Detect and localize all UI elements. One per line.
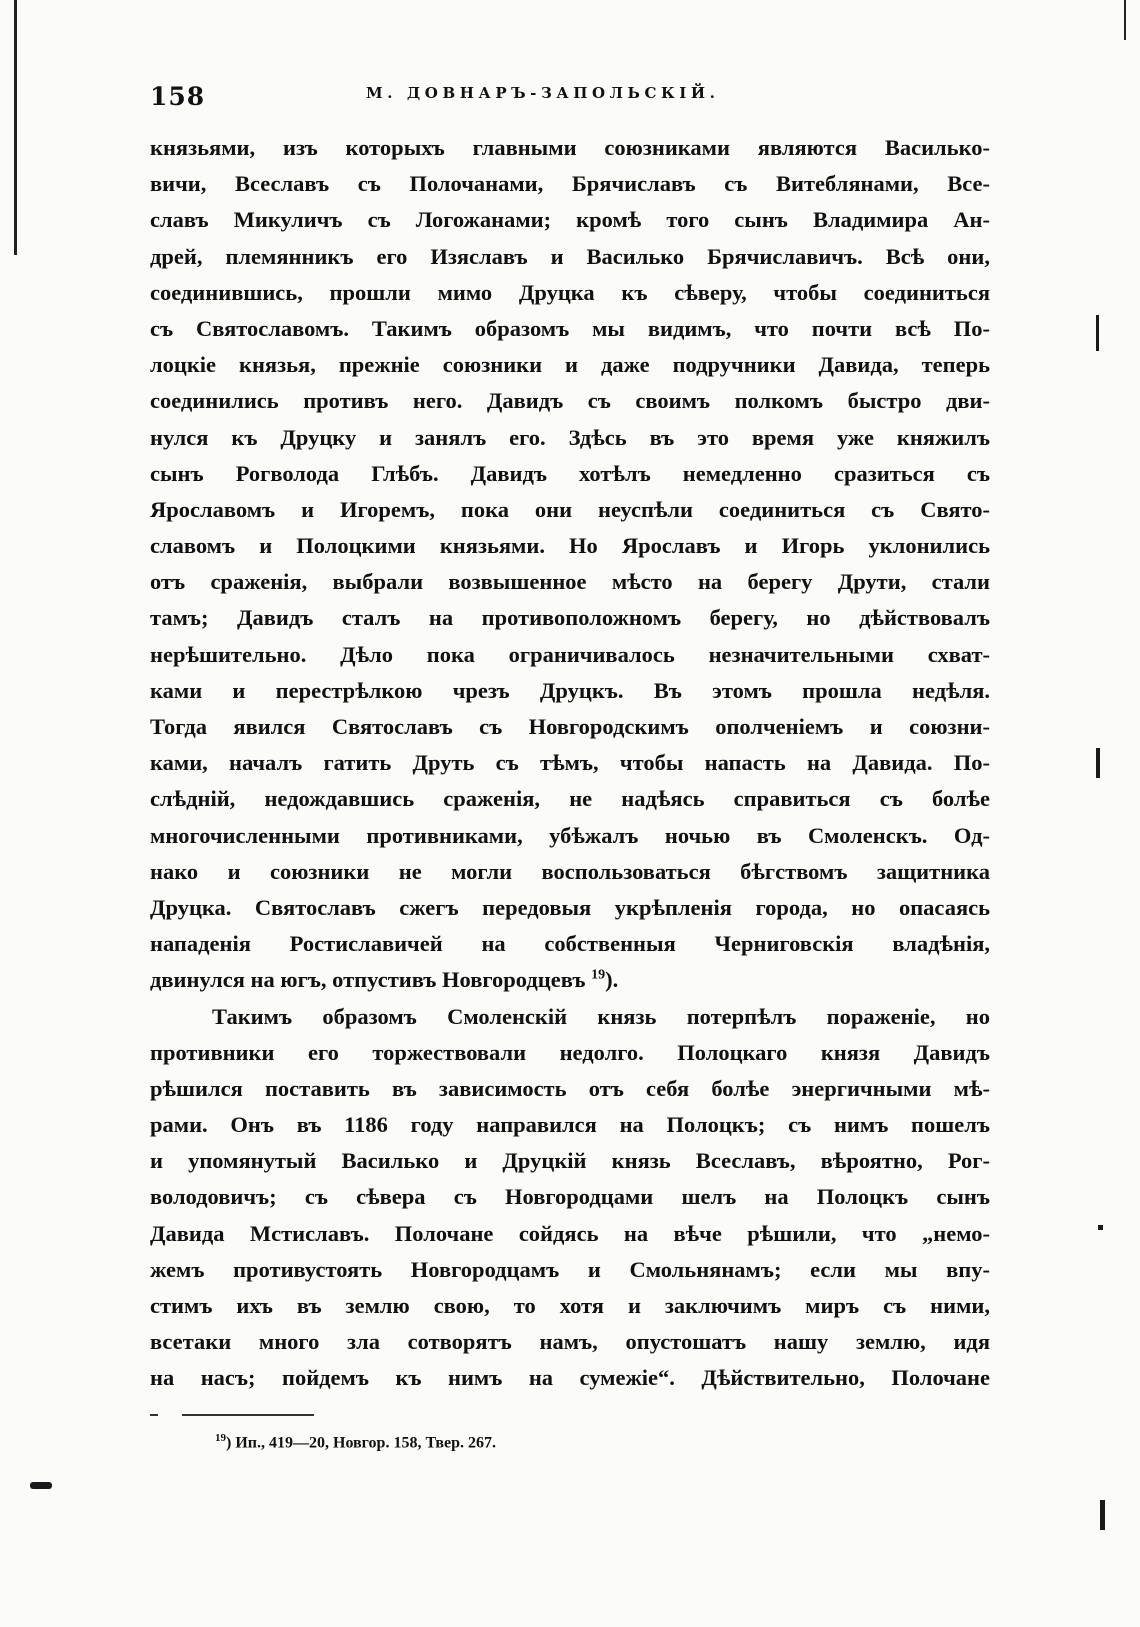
text-line: лоцкіе князья, прежніе союзники и даже подручники Давида, теперь xyxy=(150,352,990,378)
scan-edge-right xyxy=(1124,0,1126,40)
running-head: М. ДОВНАРЪ-ЗАПОЛЬСКІЙ. xyxy=(366,84,720,102)
paragraph-end-line xyxy=(150,962,990,998)
text-line: славъ Микуличъ съ Логожанами; кромѣ того сынъ Владимира Ан- xyxy=(150,207,990,233)
text-line: Давида Мстиславъ. Полочане сойдясь на вѣче рѣшили, что „немо- xyxy=(150,1220,990,1246)
text-line: ками, началъ гатить Друть съ тѣмъ, чтобы напасть на Давида. По- xyxy=(150,750,990,776)
footnote-text: ) Ип., 419—20, Новгор. 158, Твер. 267. xyxy=(226,1434,496,1452)
text-line: тамъ; Давидъ сталъ на противоположномъ берегу, но дѣйствовалъ xyxy=(150,605,990,631)
text-line: Такимъ образомъ Смоленскій князь потерпѣлъ пораженіе, но xyxy=(212,1003,990,1029)
footnote-separator-dash xyxy=(150,1414,158,1416)
scan-mark xyxy=(1098,1225,1103,1230)
text-line: володовичъ; съ сѣвера съ Новгородцами шелъ на Полоцкъ сынъ xyxy=(150,1184,990,1210)
text-line: вичи, Всеславъ съ Полочанами, Брячиславъ съ Витеблянами, Все- xyxy=(150,171,990,197)
text-line: рѣшился поставить въ зависимость отъ себя болѣе энергичными мѣ- xyxy=(150,1075,990,1101)
text-line: соединившись, прошли мимо Друцка къ сѣверу, чтобы соединиться xyxy=(150,279,990,305)
text-line: сынъ Рогволода Глѣбъ. Давидъ хотѣлъ немедленно сразиться съ xyxy=(150,460,990,486)
text-line: двинулся на югъ, отпустивъ Новгородцевъ xyxy=(150,967,586,993)
text-line: Ярославомъ и Игоремъ, пока они неуспѣли соединиться съ Свято- xyxy=(150,496,990,522)
footnote-mark: 19 xyxy=(215,1432,226,1444)
scan-mark xyxy=(1100,1500,1105,1530)
text-line: и упомянутый Василько и Друцкій князь Всеславъ, вѣроятно, Рог- xyxy=(150,1148,990,1174)
text-line: многочисленными противниками, убѣжалъ ночью въ Смоленскъ. Од- xyxy=(150,822,990,848)
page-number: 158 xyxy=(150,81,206,111)
text-line: ками и перестрѣлкою чрезъ Друцкъ. Въ этомъ прошла недѣля. xyxy=(150,677,990,703)
text-line: Друцка. Святославъ сжегъ передовыя укрѣпленія города, но опасаясь xyxy=(150,894,990,920)
text-line: дрей, племянникъ его Изяславъ и Василько Брячиславичъ. Всѣ они, xyxy=(150,243,990,269)
text-line: рами. Онъ въ 1186 году направился на Полоцкъ; съ нимъ пошелъ xyxy=(150,1112,990,1138)
text-line: нулся къ Друцку и занялъ его. Здѣсь въ это время уже княжилъ xyxy=(150,424,990,450)
text-line: слѣдній, недождавшись сраженія, не надѣясь справиться съ болѣе xyxy=(150,786,990,812)
text-line: нерѣшительно. Дѣло пока ограничивалось незначительными схват- xyxy=(150,641,990,667)
text-line: стимъ ихъ въ землю свою, то хотя и заключимъ миръ съ ними, xyxy=(150,1293,990,1318)
body-text xyxy=(150,130,990,1397)
text-line: нако и союзники не могли воспользоваться бѣгствомъ защитника xyxy=(150,858,990,884)
text-line: славомъ и Полоцкими князьями. Но Ярославъ и Игорь уклонились xyxy=(150,533,990,559)
text-line: соединились противъ него. Давидъ съ своимъ полкомъ быстро дви- xyxy=(150,388,990,414)
text-line: противники его торжествовали недолго. Полоцкаго князя Давидъ xyxy=(150,1039,990,1065)
text-line: на насъ; пойдемъ къ нимъ на сумежіе“. Дѣйствительно, Полочане xyxy=(150,1365,990,1391)
footnote-separator xyxy=(182,1414,314,1416)
text-line: нападенія Ростиславичей на собственныя Черниговскія владѣнія, xyxy=(150,931,990,957)
scan-mark xyxy=(1096,315,1099,351)
text-line: отъ сраженія, выбрали возвышенное мѣсто на берегу Друти, стали xyxy=(150,569,990,595)
text-line: Тогда явился Святославъ съ Новгородскимъ ополченіемъ и союзни- xyxy=(150,714,990,739)
footnote-reference[interactable]: 19 xyxy=(591,967,606,983)
scan-mark xyxy=(1096,748,1100,778)
text-line: жемъ противустоять Новгородцамъ и Смольнянамъ; если мы впу- xyxy=(150,1256,990,1282)
line-tail: ). xyxy=(605,967,619,993)
scan-mark xyxy=(30,1482,52,1489)
text-line: всетаки много зла сотворятъ намъ, опустошатъ нашу землю, идя xyxy=(150,1329,990,1355)
page-header xyxy=(150,76,990,116)
footnote xyxy=(215,1432,496,1452)
text-line: съ Святославомъ. Такимъ образомъ мы видимъ, что почти всѣ По- xyxy=(150,315,990,341)
text-line: князьями, изъ которыхъ главными союзниками являются Василько- xyxy=(150,135,990,160)
scan-edge-left xyxy=(14,0,17,255)
